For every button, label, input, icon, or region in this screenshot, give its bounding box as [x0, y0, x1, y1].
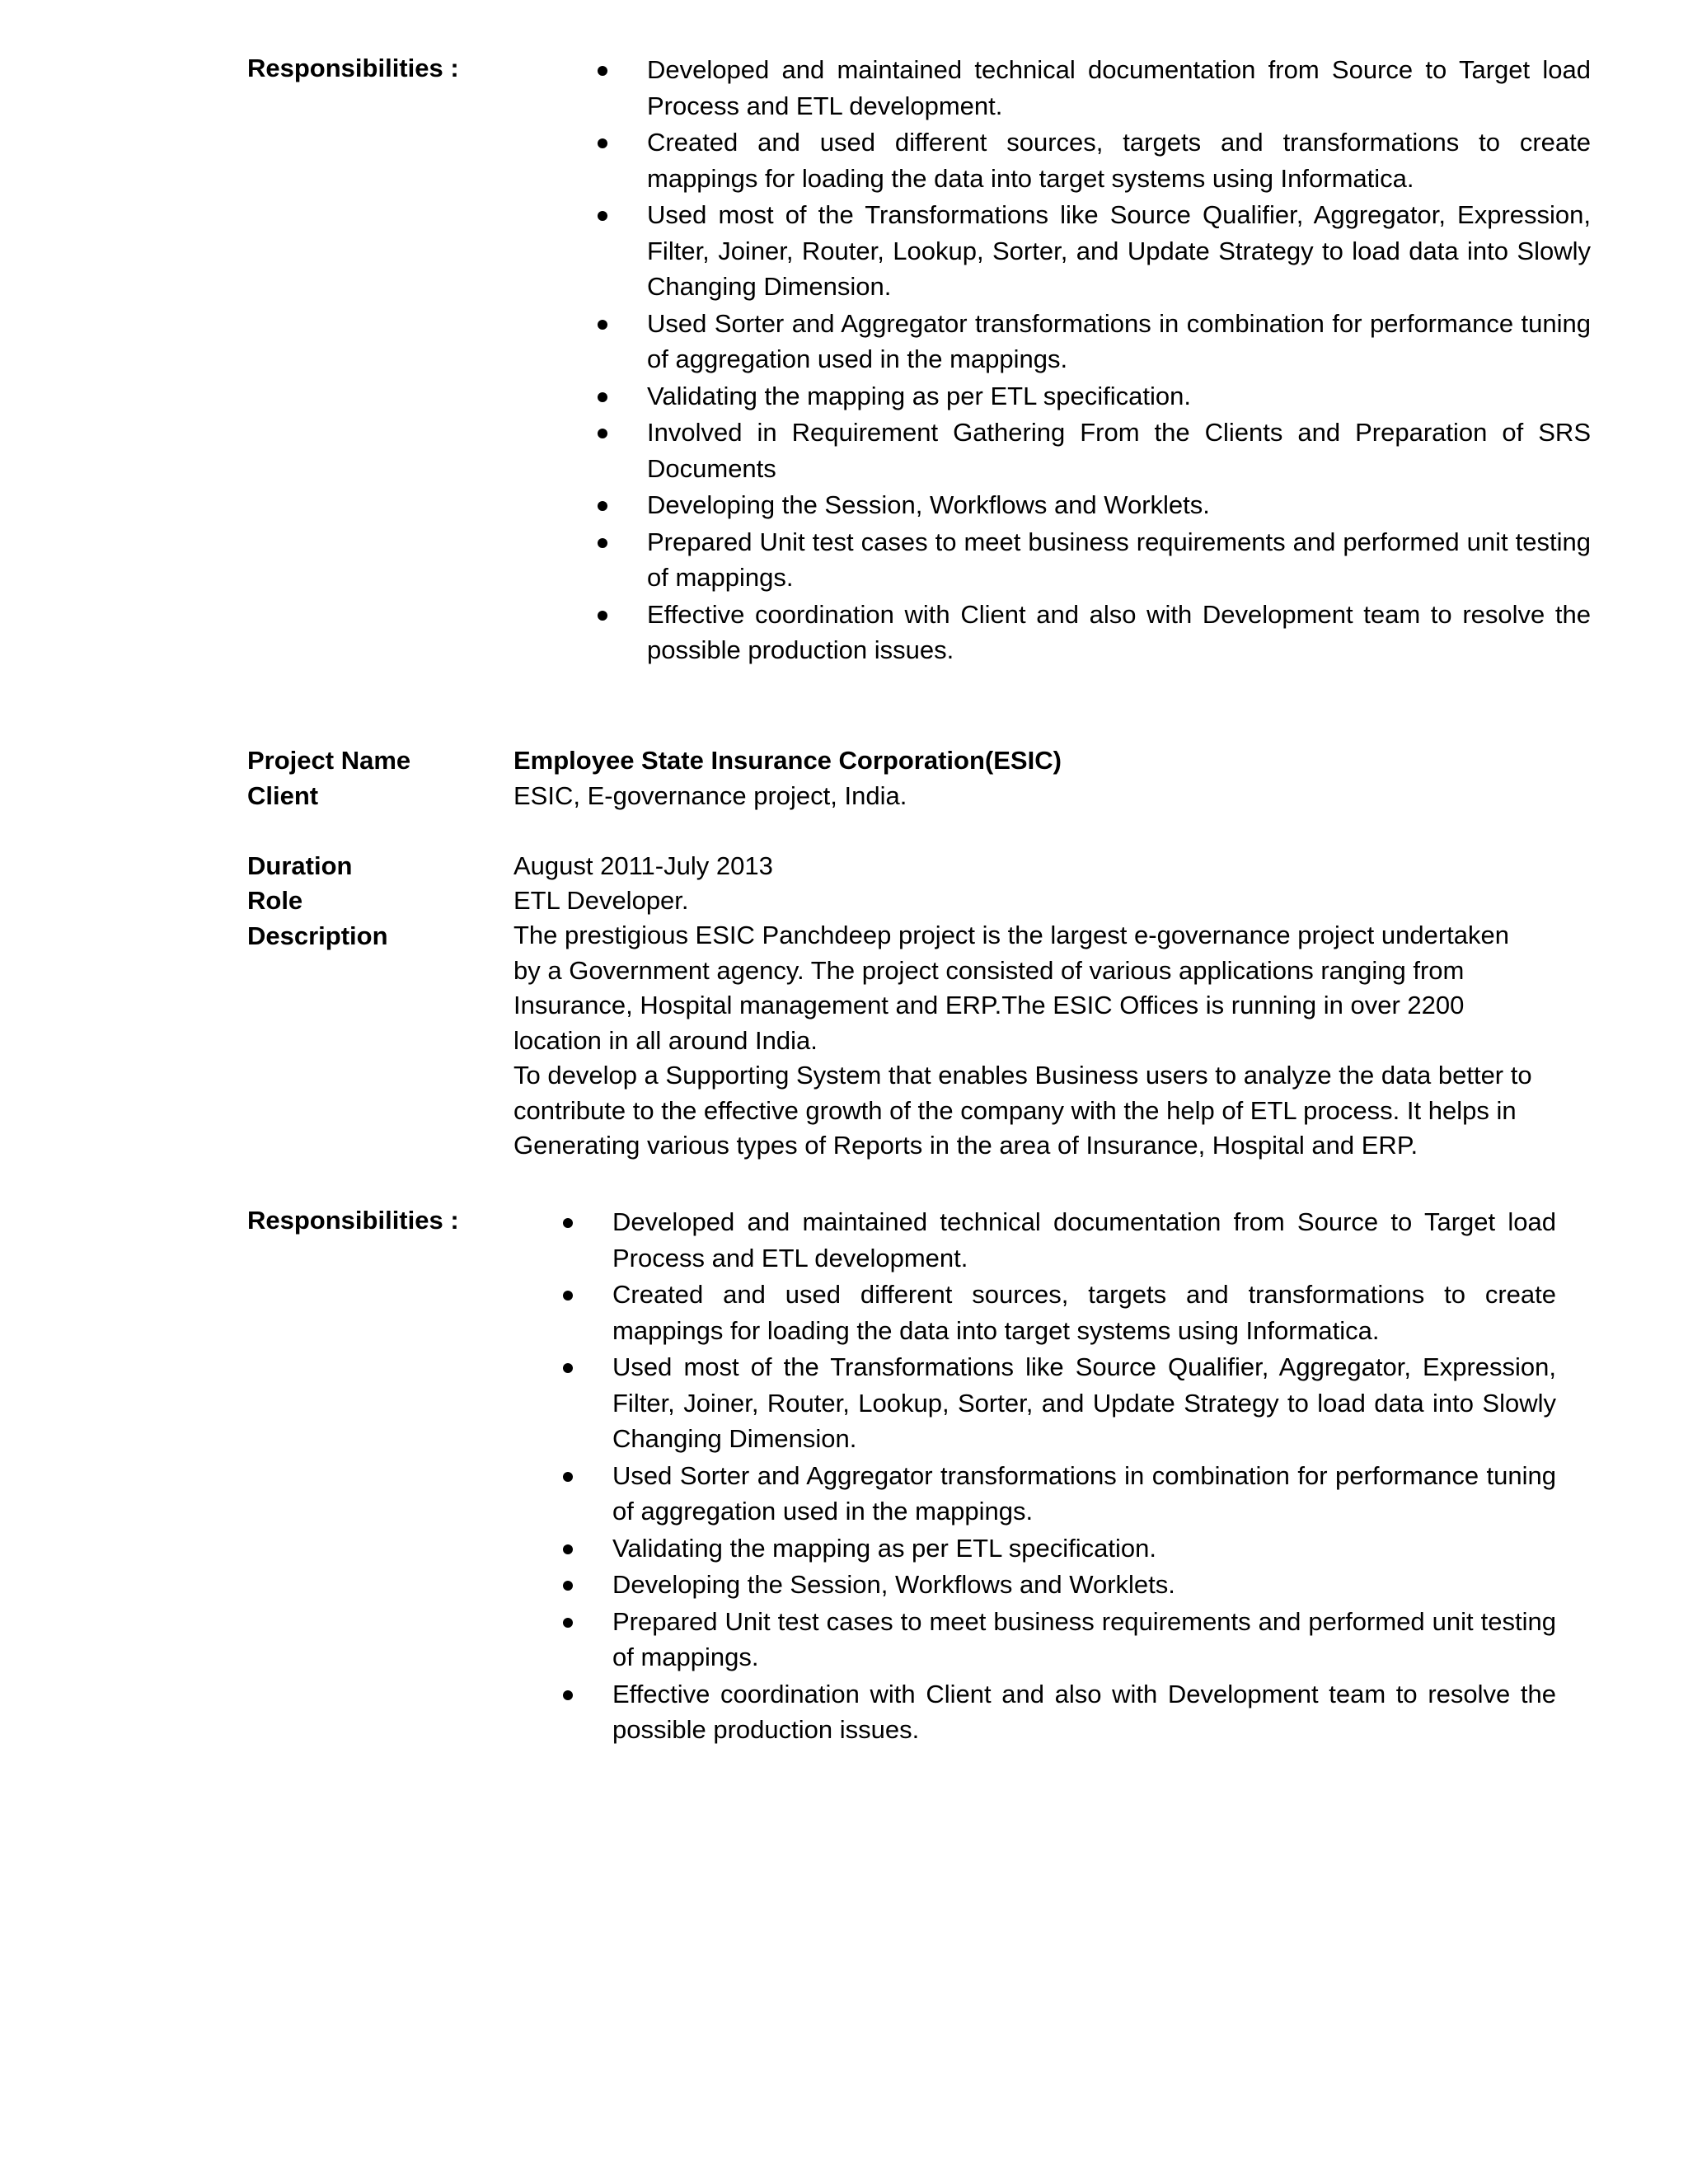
list-item-text: Developing the Session, Workflows and Worklets. [647, 490, 1210, 519]
list-item-text: Used Sorter and Aggregator transformations in combination for performance tuning of aggregation used in the mappings. [612, 1460, 1556, 1526]
duration-value: August 2011-July 2013 [513, 851, 773, 880]
list-item-text: Validating the mapping as per ETL specification. [612, 1533, 1156, 1563]
description-paragraph-2: To develop a Supporting System that enables Business users to analyze the data better to contribute to the effective growth of the company with the help of ETL process. It helps in Generating various types of Reports in the area of Insurance, Hospital and ERP. [513, 1061, 1532, 1160]
list-item [647, 306, 1591, 377]
role-label: Role [247, 886, 303, 915]
list-item [647, 124, 1591, 196]
list-item [612, 1530, 1556, 1567]
list-item-text: Effective coordination with Client and also with Development team to resolve the possible production issues. [612, 1679, 1556, 1744]
list-item-text: Used most of the Transformations like Source Qualifier, Aggregator, Expression, Filter, Joiner, Router, Lookup, Sorter, and Update Strategy to load data into Slowly Changing Dimension. [612, 1352, 1556, 1453]
list-item [647, 524, 1591, 596]
responsibilities-list-2 [612, 1204, 1556, 1749]
list-item-text: Involved in Requirement Gathering From the Clients and Preparation of SRS Documents [647, 418, 1591, 483]
list-item-text: Created and used different sources, targets and transformations to create mappings for loading the data into target systems using Informatica. [612, 1280, 1556, 1345]
list-item-text: Developed and maintained technical documentation from Source to Target load Process and ETL development. [647, 55, 1591, 120]
bullet-icon [598, 320, 607, 330]
list-item-text: Created and used different sources, targets and transformations to create mappings for loading the data into target systems using Informatica. [647, 128, 1591, 193]
bullet-icon [563, 1472, 573, 1482]
description-paragraph-1: The prestigious ESIC Panchdeep project is the largest e-governance project undertaken by a Government agency. The project consisted of various applications ranging from Insurance, Hospital management and ERP.The ESIC Offices is running in over 2200 location in all around India. [513, 921, 1509, 1055]
bullet-icon [563, 1581, 573, 1591]
list-item [612, 1567, 1556, 1603]
bullet-icon [598, 501, 607, 511]
list-item [647, 52, 1591, 124]
bullet-icon [598, 392, 607, 402]
list-item-text: Validating the mapping as per ETL specification. [647, 381, 1191, 410]
bullet-icon [598, 429, 607, 438]
bullet-icon [563, 1690, 573, 1700]
bullet-icon [598, 66, 607, 76]
list-item-text: Prepared Unit test cases to meet business requirements and performed unit testing of mappings. [647, 527, 1591, 592]
list-item [612, 1204, 1556, 1276]
list-item [647, 597, 1591, 668]
list-item [612, 1349, 1556, 1457]
duration-label: Duration [247, 851, 353, 880]
client-value: ESIC, E-governance project, India. [513, 781, 907, 810]
list-item-text: Developing the Session, Workflows and Worklets. [612, 1570, 1175, 1599]
bullet-icon [563, 1618, 573, 1628]
list-item [612, 1277, 1556, 1348]
list-item [647, 197, 1591, 305]
description-label: Description [247, 921, 388, 950]
client-label: Client [247, 781, 319, 810]
list-item-text: Developed and maintained technical documentation from Source to Target load Process and ETL development. [612, 1207, 1556, 1272]
list-item-text: Used most of the Transformations like Source Qualifier, Aggregator, Expression, Filter, Joiner, Router, Lookup, Sorter, and Update Strategy to load data into Slowly Changing Dimension. [647, 200, 1591, 301]
bullet-icon [563, 1363, 573, 1373]
role-value: ETL Developer. [513, 886, 689, 915]
list-item [612, 1604, 1556, 1675]
project-name-label: Project Name [247, 746, 411, 775]
project-name-value: Employee State Insurance Corporation(ESIC) [513, 746, 1062, 775]
list-item [647, 487, 1591, 523]
bullet-icon [598, 611, 607, 621]
description-text [513, 918, 1536, 1164]
list-item-text: Effective coordination with Client and also with Development team to resolve the possible production issues. [647, 599, 1591, 664]
bullet-icon [598, 138, 607, 148]
responsibilities-label-1: Responsibilities : [247, 54, 459, 82]
bullet-icon [563, 1291, 573, 1301]
bullet-icon [598, 538, 607, 548]
responsibilities-label-2: Responsibilities : [247, 1206, 459, 1235]
list-item [647, 378, 1591, 415]
list-item [612, 1676, 1556, 1748]
list-item-text: Used Sorter and Aggregator transformations in combination for performance tuning of aggregation used in the mappings. [647, 308, 1591, 373]
list-item [647, 415, 1591, 486]
list-item-text: Prepared Unit test cases to meet business requirements and performed unit testing of mappings. [612, 1606, 1556, 1671]
responsibilities-list-1 [647, 52, 1591, 669]
bullet-icon [598, 211, 607, 221]
list-item [612, 1458, 1556, 1530]
bullet-icon [563, 1218, 573, 1228]
bullet-icon [563, 1544, 573, 1554]
